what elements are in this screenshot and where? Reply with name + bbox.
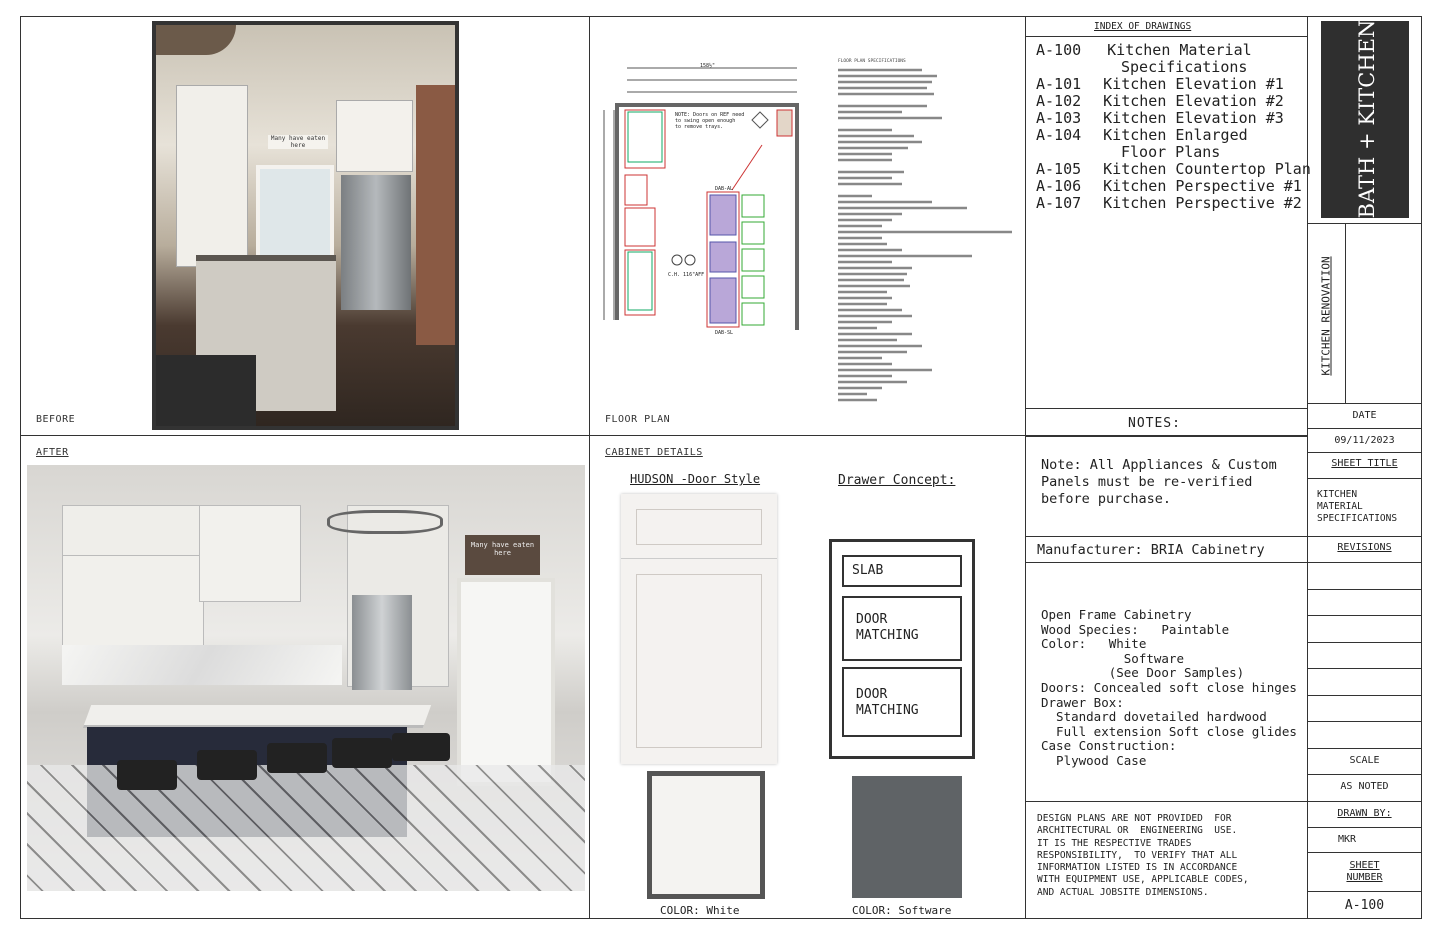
- index-item: [1036, 177, 1302, 195]
- cabinet-details-label: CABINET DETAILS: [605, 447, 703, 458]
- sheet-title-label: SHEET TITLE: [1331, 458, 1398, 469]
- index-item: [1036, 160, 1311, 178]
- floor-plan-drawing: [592, 50, 1022, 410]
- before-label: BEFORE: [36, 414, 76, 425]
- date-label: DATE: [1352, 410, 1377, 421]
- bar-stool: [117, 760, 177, 790]
- index-item-code: A-105: [1036, 160, 1082, 178]
- color-swatch-software: [852, 776, 962, 898]
- after-label: AFTER: [36, 447, 69, 458]
- index-item: [1036, 109, 1284, 127]
- door-recessed-panel: [636, 574, 762, 748]
- index-item-title-continued: Floor Plans: [1121, 143, 1221, 161]
- bar-stool: [332, 738, 392, 768]
- range-hood: [199, 505, 301, 602]
- floor-plan-dabal-label: DAB-AL: [715, 186, 734, 192]
- divider-vertical-2: [1025, 16, 1026, 919]
- upper-cabinets: [62, 555, 204, 647]
- divider-vertical-1: [589, 16, 590, 919]
- hudson-door-sample: [621, 494, 777, 764]
- upper-glass-cabinets: [62, 505, 204, 557]
- drawer-door-matching-2: DOOR MATCHING: [842, 667, 962, 737]
- index-item: [1036, 126, 1248, 144]
- before-sign: Many have eaten here: [268, 135, 328, 149]
- index-title: INDEX OF DRAWINGS: [1094, 21, 1192, 32]
- after-render: [27, 465, 585, 891]
- index-item-code: A-106: [1036, 177, 1082, 195]
- scale-value: AS NOTED: [1340, 781, 1389, 792]
- appliance-note: Note: All Appliances & Custom Panels must be re-verified before purchase.: [1041, 457, 1277, 507]
- index-item-code: A-100: [1036, 41, 1082, 59]
- color-software-label: COLOR: Software: [852, 904, 952, 917]
- index-item: [1036, 41, 1252, 59]
- counter-granite: [156, 355, 256, 430]
- pantry-doors: [457, 578, 555, 786]
- index-item-title: Kitchen Elevation #3: [1103, 109, 1284, 127]
- after-sign: Many have eaten here: [465, 535, 540, 575]
- manufacturer: Manufacturer: BRIA Cabinetry: [1037, 542, 1265, 558]
- pot-rack: [327, 510, 443, 534]
- floor-plan-dimension-top: 158½": [700, 63, 716, 69]
- refrigerator: [341, 175, 411, 310]
- door-top-panel: [636, 509, 762, 545]
- index-item: [1036, 75, 1284, 93]
- index-item-code: A-103: [1036, 109, 1082, 127]
- color-white-label: COLOR: White: [660, 904, 740, 917]
- color-swatch-white: [647, 771, 765, 899]
- company-banner: [1321, 21, 1409, 218]
- drawn-by-value: MKR: [1338, 834, 1357, 845]
- bar-stool: [267, 743, 327, 773]
- index-item-title: Kitchen Enlarged: [1103, 126, 1248, 144]
- sheet-title: KITCHEN MATERIAL SPECIFICATIONS: [1317, 489, 1398, 524]
- notes-title: NOTES:: [1128, 416, 1181, 431]
- sheet-number-value: A-100: [1344, 898, 1385, 913]
- backsplash: [62, 645, 342, 685]
- project-name: KITCHEN RENOVATION: [1319, 256, 1333, 376]
- drawer-concept-diagram: [829, 539, 975, 759]
- index-item-title: Kitchen Countertop Plan: [1103, 160, 1311, 178]
- drawer-door-matching-1: DOOR MATCHING: [842, 596, 962, 661]
- index-item: [1036, 194, 1302, 212]
- index-item-title: Kitchen Material: [1107, 41, 1252, 59]
- disclaimer: DESIGN PLANS ARE NOT PROVIDED FOR ARCHITECTURAL OR ENGINEERING USE. IT IS THE RESPECTIVE TRADES RESPONSIBILITY, TO VERIFY THAT ALL INFORMATION LISTED IS IN ACCORDANCE WITH EQUIPMENT USE, APPLICABLE CODES, AND ACTUAL JOBSITE DIMENSIONS.: [1037, 813, 1249, 898]
- door-style-title: HUDSON -Door Style: [630, 472, 761, 486]
- index-item-code: A-101: [1036, 75, 1082, 93]
- drawer-slab: SLAB: [842, 555, 962, 587]
- brick-wall: [416, 85, 456, 345]
- company-name: BATH + KITCHEN: [1355, 19, 1379, 219]
- island-countertop: [83, 705, 431, 728]
- ceiling-fixture: [156, 25, 236, 55]
- index-item-title: Kitchen Perspective #1: [1103, 177, 1302, 195]
- floor-plan-ch-mark: C.H. 116"AFF: [668, 272, 705, 278]
- floor-plan-specs-title: FLOOR PLAN SPECIFICATIONS: [838, 59, 906, 64]
- swatch-white-fill: [652, 776, 760, 894]
- index-item-code: A-107: [1036, 194, 1082, 212]
- index-item-title: Kitchen Perspective #2: [1103, 194, 1302, 212]
- ceiling-light-marker: [672, 255, 682, 265]
- index-item: [1036, 92, 1284, 110]
- index-item-title: Kitchen Elevation #1: [1103, 75, 1284, 93]
- before-photo: [152, 21, 459, 430]
- date-value: 09/11/2023: [1334, 435, 1395, 446]
- drawn-by-label: DRAWN BY:: [1337, 808, 1392, 819]
- index-item-title: Kitchen Elevation #2: [1103, 92, 1284, 110]
- scale-label: SCALE: [1349, 755, 1380, 766]
- floor-plan-label: FLOOR PLAN: [605, 414, 671, 425]
- floor-plan-dabsl-label: DAB-SL: [715, 330, 734, 336]
- refrigerator: [352, 595, 412, 690]
- patterned-tile-floor: [27, 765, 585, 891]
- bar-stool: [392, 733, 450, 761]
- index-item-code: A-102: [1036, 92, 1082, 110]
- upper-cabinets: [176, 85, 248, 267]
- index-item-title-continued: Specifications: [1121, 58, 1248, 76]
- bar-stool: [197, 750, 257, 780]
- index-item-code: A-104: [1036, 126, 1082, 144]
- upper-cabinets-right: [336, 100, 413, 172]
- sheet-number-label: SHEET NUMBER: [1346, 860, 1383, 883]
- floor-plan-note: NOTE: Doors on REF need to swing open enough to remove trays.: [675, 112, 745, 130]
- cabinetry-specs: Open Frame Cabinetry Wood Species: Paintable Color: White Software (See Door Samples) Doors: Concealed soft close hinges Drawer Box: Standard dovetailed hardwood Full extension Soft close glides Case Construction: Plywood Case: [1041, 607, 1297, 768]
- revisions-label: REVISIONS: [1337, 542, 1392, 553]
- drawer-concept-title: Drawer Concept:: [838, 473, 956, 488]
